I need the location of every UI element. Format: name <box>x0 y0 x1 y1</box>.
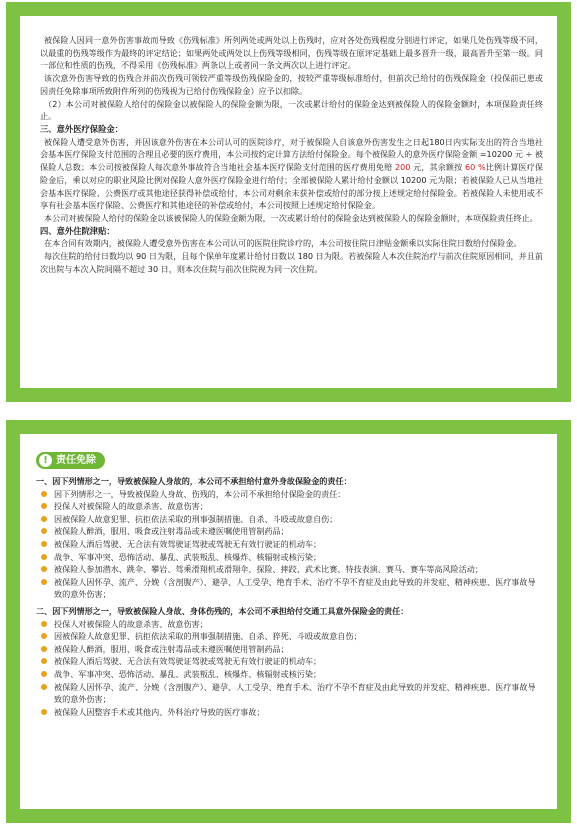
bullet-dot-icon <box>41 709 47 715</box>
list-item-text: 因被保险人故意犯罪、抗拒依法采取的刑事强制措施、自杀、斗殴或故意自伤； <box>54 513 338 524</box>
list-item-text: 战争、军事冲突、恐怖活动、暴乱、武装叛乱、核爆炸、核辐射或核污染； <box>54 551 322 562</box>
payout-rate: 60 % <box>464 162 486 173</box>
policy-terms-card <box>6 2 571 402</box>
exclusion-clause-one: 一、因下列情形之一，导致被保险人身故的，本公司不承担给付意外身故保险金的责任： <box>36 476 352 486</box>
accident-medical-limit-paragraph: 本公司对被保险人给付的保险金以该被保险人的保险金额为限，一次或累计给付的保险金达到被保险人的保险金额时，本项保险责任终止。 <box>44 212 538 223</box>
list-item <box>36 513 543 526</box>
list-item <box>36 655 543 668</box>
bullet-dot-icon <box>41 684 47 690</box>
list-item <box>36 630 543 643</box>
disability-limit-paragraph: （2）本公司对被保险人给付的保险金以被保险人的保险金额为限，一次或累计给付的保险金达到被保险人的保险金额时，本项保险责任终止。 <box>40 98 543 122</box>
list-item-text: 被保险人参加潜水、跳伞、攀岩、驾乘滑翔机或滑翔伞、探险、摔跤、武术比赛、特技表演、赛马、赛车等高风险活动； <box>54 564 483 575</box>
list-item-text: 被保险人醉酒，服用、吸食或注射毒品或未遵医嘱使用管制药品； <box>54 643 289 654</box>
list-item-text: 战争、军事冲突、恐怖活动、暴乱、武装叛乱、核爆炸、核辐射或核污染； <box>54 668 322 679</box>
list-item <box>36 525 543 538</box>
bullet-dot-icon <box>41 646 47 652</box>
section-title-accident-medical: 三、意外医疗保险金： <box>40 123 123 134</box>
list-item <box>36 576 543 601</box>
exclusion-list-one <box>36 488 543 601</box>
list-item-text: 被保险人因怀孕、流产、分娩（含剖腹产）、避孕、人工受孕、绝育手术、治疗不孕不育症及由此导致的并发症、精神疾患、医疗事故导致的意外伤害； <box>54 576 536 600</box>
section-title-hospital-allowance: 四、意外住院津贴： <box>40 225 115 236</box>
list-item-text: 被保险人醉酒，服用、吸食或注射毒品或未遵医嘱使用管制药品； <box>54 526 289 537</box>
bullet-dot-icon <box>41 658 47 664</box>
bullet-dot-icon <box>41 528 47 534</box>
bullet-dot-icon <box>41 554 47 560</box>
exclusion-clause-two: 二、因下列情形之一，导致被保险人身故、身体伤残的，本公司不承担给付交通工具意外保险金的责任： <box>36 605 409 616</box>
exclusion-list-two <box>36 618 543 719</box>
bullet-dot-icon <box>41 516 47 522</box>
list-item <box>36 643 543 656</box>
list-item-text: 被保险人酒后驾驶、无合法有效驾驶证驾驶或驾驶无有效行驶证的机动车； <box>54 538 322 549</box>
list-item <box>36 618 543 631</box>
exclusions-title-badge <box>36 452 105 469</box>
bullet-dot-icon <box>41 621 47 627</box>
hospital-allowance-paragraph: 在本合同有效期内，被保险人遭受意外伤害在本公司认可的医院住院诊疗的，本公司按住院日津贴金额乘以实际住院日数给付保险金。 <box>44 238 522 249</box>
list-item-text: 被保险人酒后驾驶、无合法有效驾驶证驾驶或驾驶无有效行驶证的机动车； <box>54 656 322 667</box>
bullet-dot-icon <box>41 579 47 585</box>
bullet-dot-icon <box>41 566 47 572</box>
bullet-dot-icon <box>41 491 47 497</box>
list-item-text: 因下列情形之一，导致被保险人身故、伤残的，本公司不承担给付保险金的责任： <box>54 488 346 499</box>
bullet-dot-icon <box>41 503 47 509</box>
disability-merge-paragraph: 该次意外伤害导致的伤残合并前次伤残可领较严重等级伤残保险金的，按较严重等级标准给付，但前次已给付的伤残保险金（投保前已患或因责任免除事项所致附件所列的伤残视为已给付伤残保险金）应予以扣除。 <box>40 73 543 96</box>
exclusions-panel <box>20 434 557 809</box>
list-item <box>36 563 543 576</box>
bullet-dot-icon <box>41 633 47 639</box>
list-item-text: 被保险人因整容手术或其他内、外科治疗导致的医疗事故； <box>54 706 265 717</box>
disability-assessment-paragraph: 被保险人因同一意外伤害事故而导致《伤残标准》所列两处或两处以上伤残时，应对各处伤残程度分别进行评定，如果几处伤残等级不同，以最重的伤残等级作为最终的评定结论；如果两处或两处以上伤残等级相同，伤残等级在原评定基础上最多晋升一级，最高晋升至第一级。同一部位和性质的伤残，不得采用《伤残标准》两条以上或者同一条文两次以上进行评定。 <box>40 35 543 71</box>
list-item-text: 被保险人因怀孕、流产、分娩（含剖腹产）、避孕、人工受孕、绝育手术、治疗不孕不育症及由此导致的并发症、精神疾患、医疗事故导致的意外伤害； <box>54 681 536 705</box>
list-item <box>36 488 543 501</box>
bullet-dot-icon <box>41 541 47 547</box>
exclusions-title: 责任免除 <box>56 455 96 466</box>
list-item-text: 投保人对被保险人的故意杀害、故意伤害； <box>54 618 208 629</box>
alert-icon: ! <box>39 454 52 467</box>
accident-medical-text: 被保险人遭受意外伤害，并因该意外伤害在本公司认可的医院诊疗，对于被保险人自该意外伤害发生之日起180日内实际支出的符合当地社会基本医疗保险支付范围的合理且必要的医疗费用，本公司按约定计算方法给付保险金。每个被保险人的意外医疗保险金额 =10200 元 ÷ 被保险人总数；本公司按被保险人每次意外事故符合当地社会基本医疗保险支付范围的医疗费用免赔 <box>40 136 543 173</box>
list-item <box>36 500 543 513</box>
exclusions-card <box>6 420 571 823</box>
list-item <box>36 681 543 706</box>
list-item <box>36 706 543 719</box>
deductible-amount: 200 <box>395 162 411 173</box>
policy-terms-panel <box>20 16 557 388</box>
list-item-text: 投保人对被保险人的故意杀害、故意伤害； <box>54 501 208 512</box>
accident-medical-paragraph <box>40 136 543 212</box>
hospital-days-limit-paragraph: 每次住院的给付日数均以 90 日为限，且每个保单年度累计给付日数以 180 日为限。若被保险人本次住院治疗与前次住院原因相同，并且前次出院与本次入院间隔不超过 30 日，则本次住院与前次住院视为同一次住院。 <box>40 251 543 274</box>
accident-medical-text-mid: 元，其余额按 <box>410 162 465 173</box>
accident-medical-text-rest: 比例计算医疗保险金后，乘以对应的职业风险比例对保险人意外医疗保险金进行给付；全部被保险人累计给付金额以 10200 元为限；若被保险人已从当地社会基本医疗保险、公费医疗或其他途径获得补偿或给付，本公司对剩余未获补偿或给付的部分按上述规定给付保险金。若被保险人未使用或不享有社会基本医疗保险、公费医疗和其他途径的补偿或给付，本公司按照上述规定给付保险金。 <box>40 162 543 211</box>
list-item <box>36 538 543 551</box>
bullet-dot-icon <box>41 671 47 677</box>
list-item <box>36 551 543 564</box>
list-item <box>36 668 543 681</box>
list-item-text: 因被保险人故意犯罪、抗拒依法采取的刑事强制措施、自杀、猝死、斗殴或故意自伤； <box>54 631 362 642</box>
